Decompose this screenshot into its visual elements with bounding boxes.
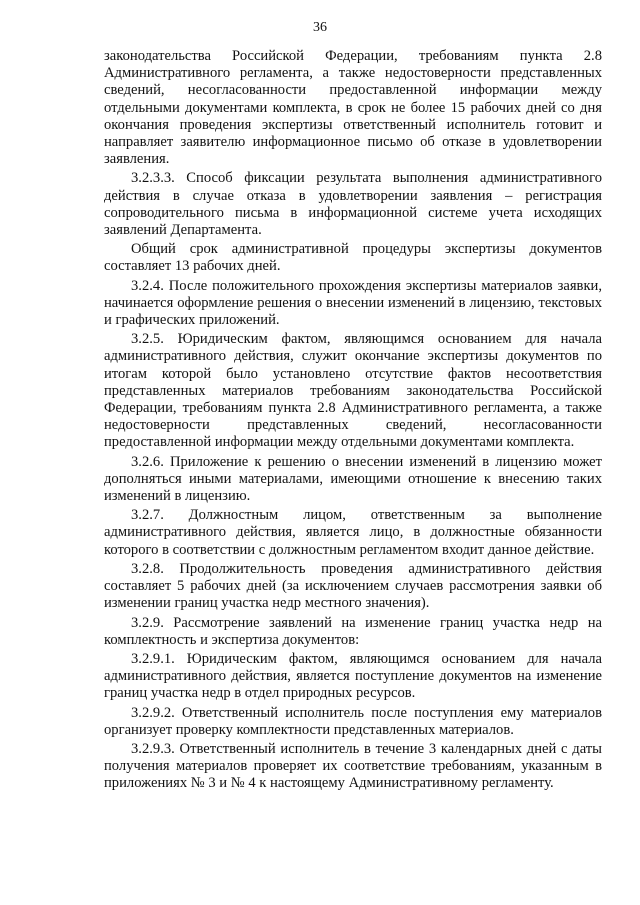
page-number: 36 [313,20,327,35]
paragraph-3-2-9-3: 3.2.9.3. Ответственный исполнитель в течение 3 календарных дней с даты получения материалов проверяет их соответствие требованиям, указанным в приложениях № 3 и № 4 к настоящему Административному регламенту. [104,740,602,792]
paragraph-total-term: Общий срок административной процедуры экспертизы документов составляет 13 рабочих дней. [104,241,602,275]
paragraph-3-2-5: 3.2.5. Юридическим фактом, являющимся основанием для начала административного действия, служит окончание экспертизы документов по итогам которой было установлено отсутствие фактов несоответствия представленных материалов требованиям законодательства Российской Федерации, требованиям пункта 2.8 Административного регламента, а также недостоверности представленных сведений, несогласованности предоставленной информации между отдельными документами комплекта. [104,331,602,451]
paragraph-3-2-9-1: 3.2.9.1. Юридическим фактом, являющимся основанием для начала административного действия, является поступление документов на изменение границ участка недр в отдел природных ресурсов. [104,650,602,702]
paragraph-3-2-7: 3.2.7. Должностным лицом, ответственным за выполнение административного действия, является лицо, в должностные обязанности которого в соответствии с должностным регламентом входит данное действие. [104,507,602,558]
document-body [104,48,602,795]
paragraph-3-2-3-3: 3.2.3.3. Способ фиксации результата выполнения административного действия в случае отказа в удовлетворении заявления – регистрация сопроводительного письма в информационной системе учета исходящих заявлений Департамента. [104,170,602,239]
paragraph-3-2-6: 3.2.6. Приложение к решению о внесении изменений в лицензию может дополняться иными материалами, имеющими отношение к внесению таких изменений в лицензию. [104,453,602,505]
paragraph-3-2-9: 3.2.9. Рассмотрение заявлений на изменение границ участка недр на комплектность и экспертиза документов: [104,614,602,648]
paragraph-continuation: законодательства Российской Федерации, требованиям пункта 2.8 Административного регламента, а также недостоверности представленных сведений, несогласованности предоставленной информации между отдельными документами комплекта, в срок не более 15 рабочих дней со дня окончания проведения экспертизы ответственный исполнитель готовит и направляет заявителю информационное письмо об отказе в удовлетворении заявления. [104,48,602,168]
paragraph-3-2-4: 3.2.4. После положительного прохождения экспертизы материалов заявки, начинается оформление решения о внесении изменений в лицензию, текстовых и графических приложений. [104,277,602,329]
paragraph-3-2-8: 3.2.8. Продолжительность проведения административного действия составляет 5 рабочих дней (за исключением случаев рассмотрения заявки об изменении границ участка недр местного значения). [104,560,602,612]
paragraph-3-2-9-2: 3.2.9.2. Ответственный исполнитель после поступления ему материалов организует проверку комплектности представленных материалов. [104,704,602,738]
